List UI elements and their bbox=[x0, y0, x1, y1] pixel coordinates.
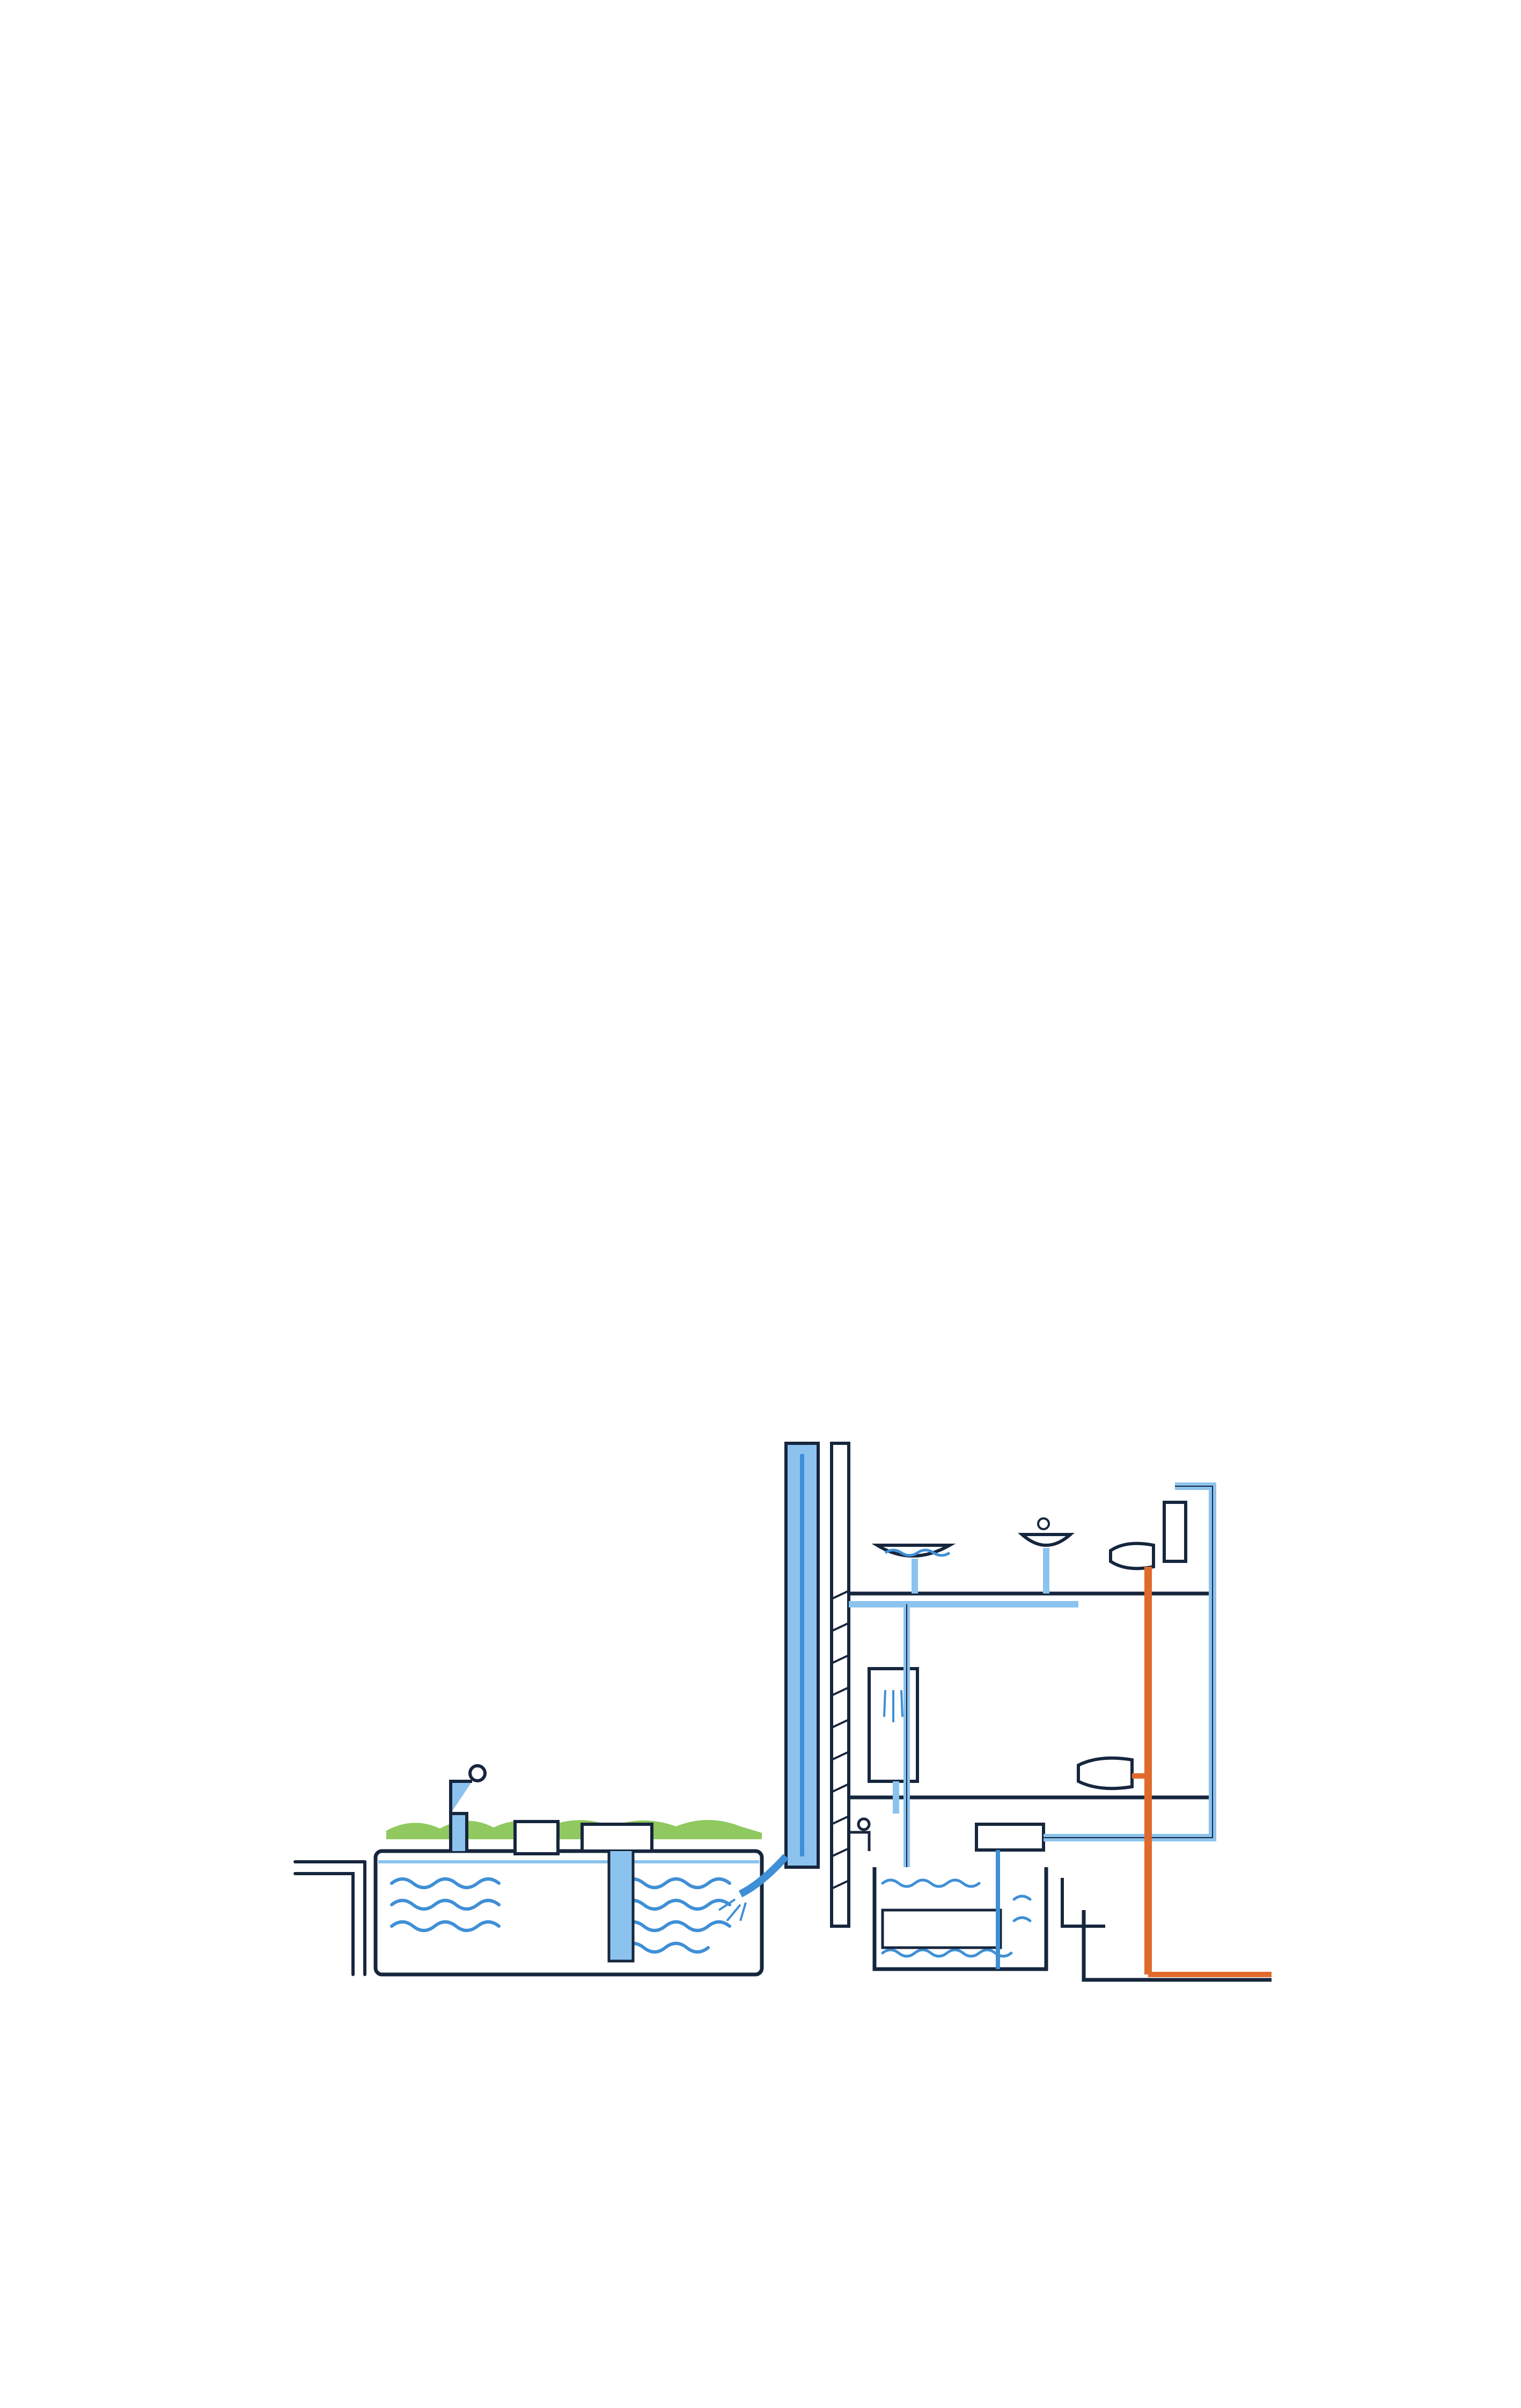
overflow-pipe bbox=[295, 1862, 365, 1974]
body-text-bottom bbox=[250, 2038, 1254, 2104]
upper-floor-plumbing bbox=[849, 1502, 1213, 1604]
rainwater-system-illustration bbox=[290, 1438, 1272, 2001]
grass-strip bbox=[386, 1820, 762, 1839]
wall-tap bbox=[849, 1819, 869, 1851]
house-wall bbox=[832, 1443, 849, 1926]
underground-cistern bbox=[376, 1822, 762, 1974]
text-line bbox=[250, 2038, 1254, 2104]
